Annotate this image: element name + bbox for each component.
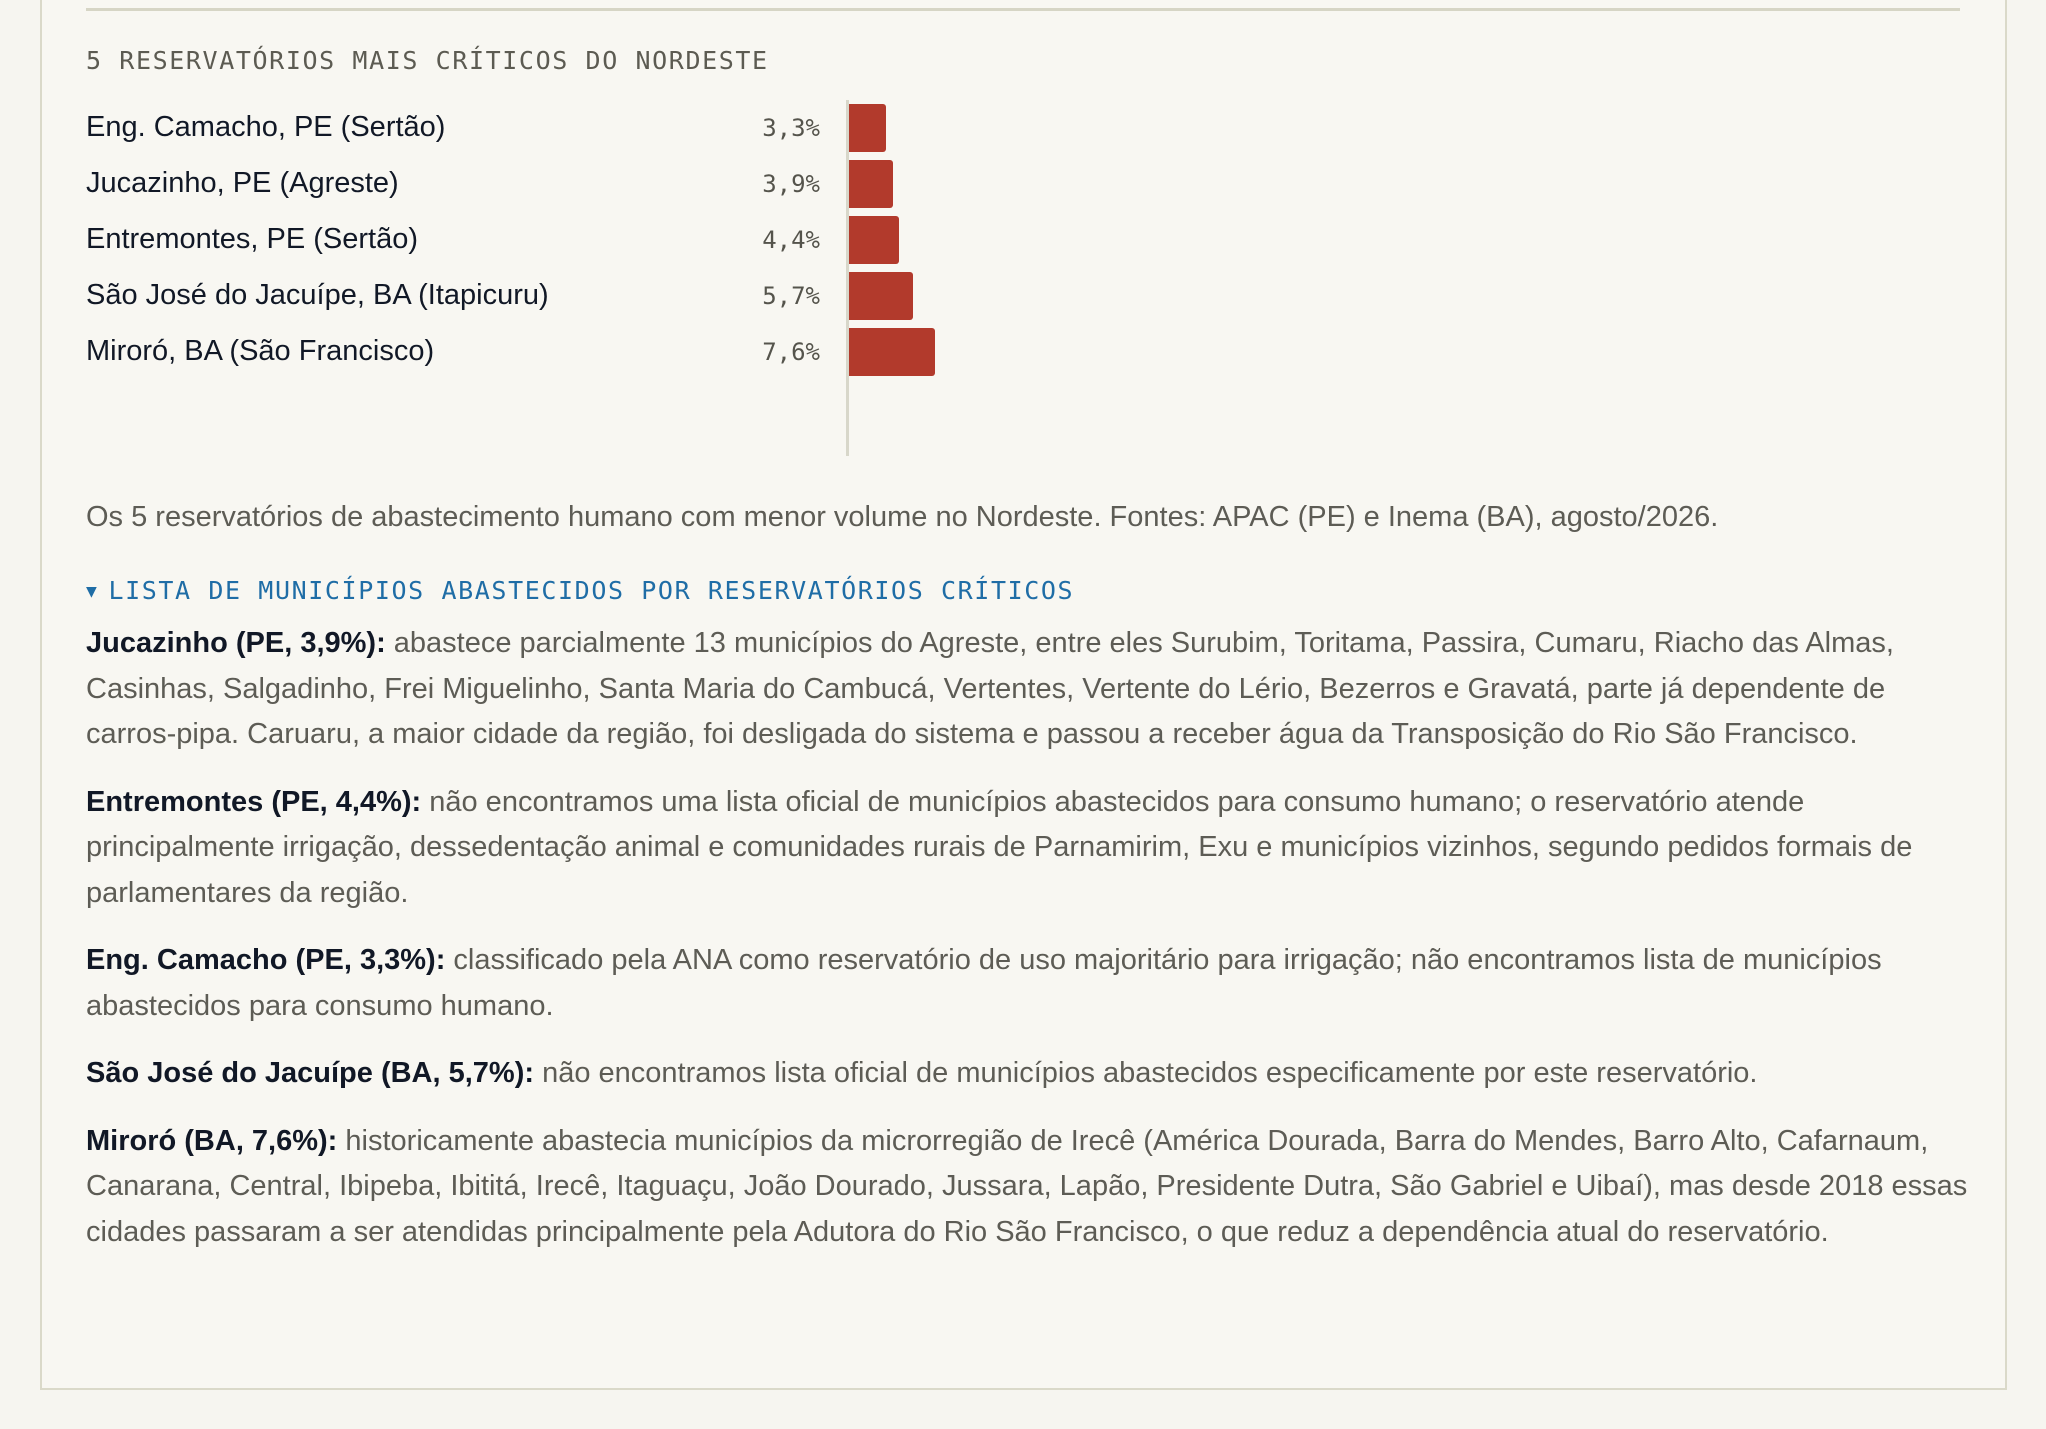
list-item [86, 1051, 1971, 1097]
reservoir-name: Miroró (BA, 7,6%): [86, 1124, 338, 1157]
bar [849, 104, 886, 152]
reservoir-name: Jucazinho (PE, 3,9%): [86, 627, 386, 659]
toggle-label: LISTA DE MUNICÍPIOS ABASTECIDOS POR RESERVATÓRIOS CRÍTICOS [108, 576, 1075, 605]
triangle-down-icon: ▼ [86, 581, 99, 602]
bar [849, 216, 899, 264]
bar-value-label: 4,4% [762, 226, 820, 254]
reservoir-name: Entremontes (PE, 4,4%): [86, 785, 422, 818]
list-item [86, 1119, 1971, 1256]
bar [849, 160, 893, 208]
bar [849, 272, 913, 320]
bar-chart [86, 100, 1086, 470]
reservoir-description: não encontramos lista oficial de municípios abastecidos especificamente por este reservatório. [534, 1057, 1758, 1089]
bar-label: Jucazinho, PE (Agreste) [86, 167, 399, 199]
chart-caption: Os 5 reservatórios de abastecimento humano com menor volume no Nordeste. Fontes: APAC (PE) e Inema (BA), agosto/2026. [86, 501, 1719, 533]
bar-value-label: 7,6% [762, 338, 820, 366]
list-item [86, 938, 1971, 1029]
bar-label: São José do Jacuípe, BA (Itapicuru) [86, 279, 549, 311]
municipalities-list-toggle[interactable] [86, 576, 1074, 605]
bar-value-label: 3,9% [762, 170, 820, 198]
bar-value-label: 5,7% [762, 282, 820, 310]
reservoir-name: São José do Jacuípe (BA, 5,7%): [86, 1057, 535, 1089]
bar-label: Eng. Camacho, PE (Sertão) [86, 111, 446, 143]
chart-title: 5 RESERVATÓRIOS MAIS CRÍTICOS DO NORDESTE [86, 46, 769, 75]
reservoir-description: não encontramos uma lista oficial de municípios abastecidos para consumo humano; o reservatório atende principalmente irrigação, dessedentação animal e comunidades rurais de Parnamirim, Exu e municípios vizinhos, segundo pedidos formais de parlamentares da região. [86, 785, 1913, 909]
reservoir-description: abastece parcialmente 13 municípios do Agreste, entre eles Surubim, Toritama, Passira, Cumaru, Riacho das Almas, Casinhas, Salgadinho, Frei Miguelinho, Santa Maria do Cambucá, Vertentes, Vertente do Lério, Bezerros e Gravatá, parte já dependente de carros-pipa. Caruaru, a maior cidade da região, foi desligada do sistema e passou a receber água da Transposição do Rio São Francisco. [86, 627, 1894, 750]
reservoir-description: historicamente abastecia municípios da microrregião de Irecê (América Dourada, Barra do Mendes, Barro Alto, Cafarnaum, Canarana, Central, Ibipeba, Ibititá, Irecê, Itaguaçu, João Dourado, Jussara, Lapão, Presidente Dutra, São Gabriel e Uibaí), mas desde 2018 essas cidades passaram a ser atendidas principalmente pela Adutora do Rio São Francisco, o que reduz a dependência atual do reservatório. [86, 1124, 1968, 1248]
list-item [86, 780, 1971, 917]
municipalities-list [86, 621, 1971, 1277]
reservoir-description: classificado pela ANA como reservatório de uso majoritário para irrigação; não encontramos lista de municípios abastecidos para consumo humano. [86, 944, 1882, 1022]
bar-label: Entremontes, PE (Sertão) [86, 223, 419, 255]
bar [849, 328, 935, 376]
list-item [86, 621, 1971, 758]
bar-label: Miroró, BA (São Francisco) [86, 335, 435, 367]
bar-value-label: 3,3% [762, 114, 820, 142]
reservoir-name: Eng. Camacho (PE, 3,3%): [86, 944, 446, 976]
top-divider [86, 8, 1960, 11]
